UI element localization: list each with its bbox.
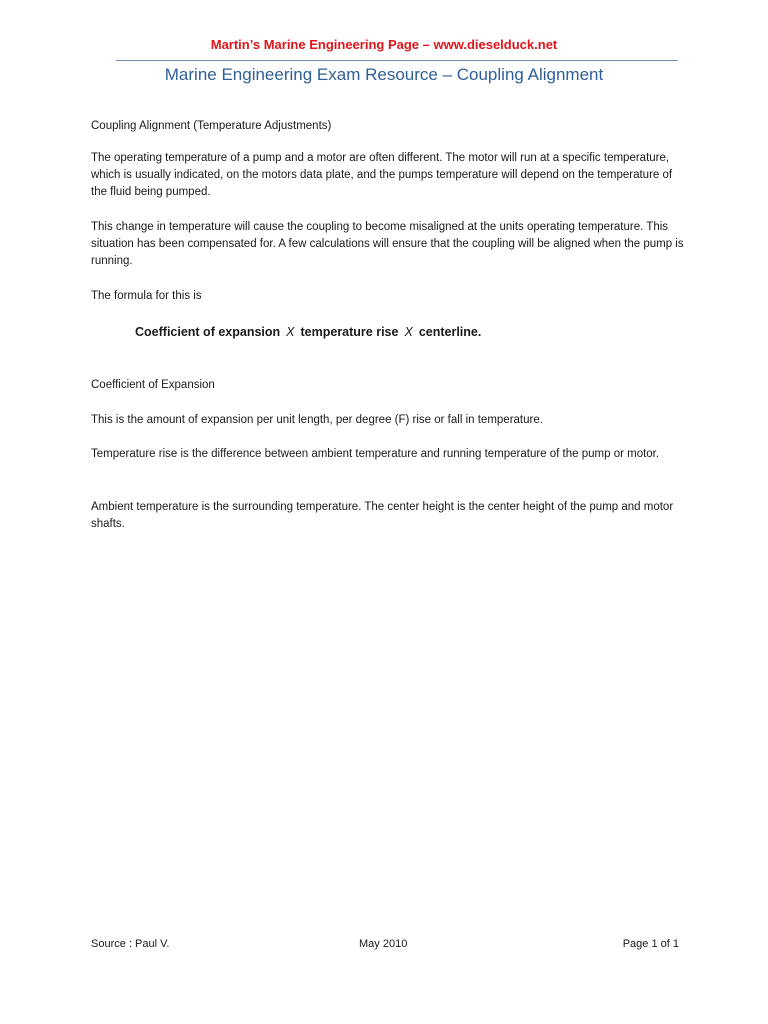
site-title: Martin’s Marine Engineering Page – www.dieselduck.net (210, 37, 558, 52)
document-title: Marine Engineering Exam Resource – Coupling Alignment (164, 65, 604, 84)
paragraph-misalignment: This change in temperature will cause the coupling to become misaligned at the units operating temperature. This situation has been compensated for. A few calculations will ensure that the coupling will be aligned when the pump is running. (91, 221, 684, 267)
formula-operator: X (404, 325, 413, 339)
page-footer (91, 935, 679, 953)
section-heading-coefficient: Coefficient of Expansion (91, 379, 215, 391)
formula (135, 323, 695, 341)
footer-source: Source : Paul V. (91, 938, 170, 950)
paragraph-ambient-temperature: Ambient temperature is the surrounding temperature. The center height is the center height of the pump and motor shafts. (91, 501, 674, 530)
header-divider (116, 60, 678, 61)
formula-term-centerline: centerline. (418, 325, 482, 339)
formula-term-temperature-rise: temperature rise (300, 325, 399, 339)
formula-operator: X (286, 325, 295, 339)
paragraph-formula-intro: The formula for this is (91, 290, 202, 302)
paragraph-coefficient-definition: This is the amount of expansion per unit length, per degree (F) rise or fall in temperature. (91, 414, 543, 426)
paragraph-operating-temperature: The operating temperature of a pump and a motor are often different. The motor will run at a specific temperature, which is usually indicated, on the motors data plate, and the pumps temperature will depend on the temperature of the fluid being pumped. (91, 152, 673, 198)
section-heading-coupling-alignment: Coupling Alignment (Temperature Adjustments) (91, 120, 332, 132)
paragraph-temperature-rise: Temperature rise is the difference between ambient temperature and running temperature of the pump or motor. (91, 448, 660, 460)
footer-date: May 2010 (359, 938, 408, 950)
footer-page-number: Page 1 of 1 (622, 938, 679, 950)
formula-term-coefficient: Coefficient of expansion (135, 325, 281, 339)
